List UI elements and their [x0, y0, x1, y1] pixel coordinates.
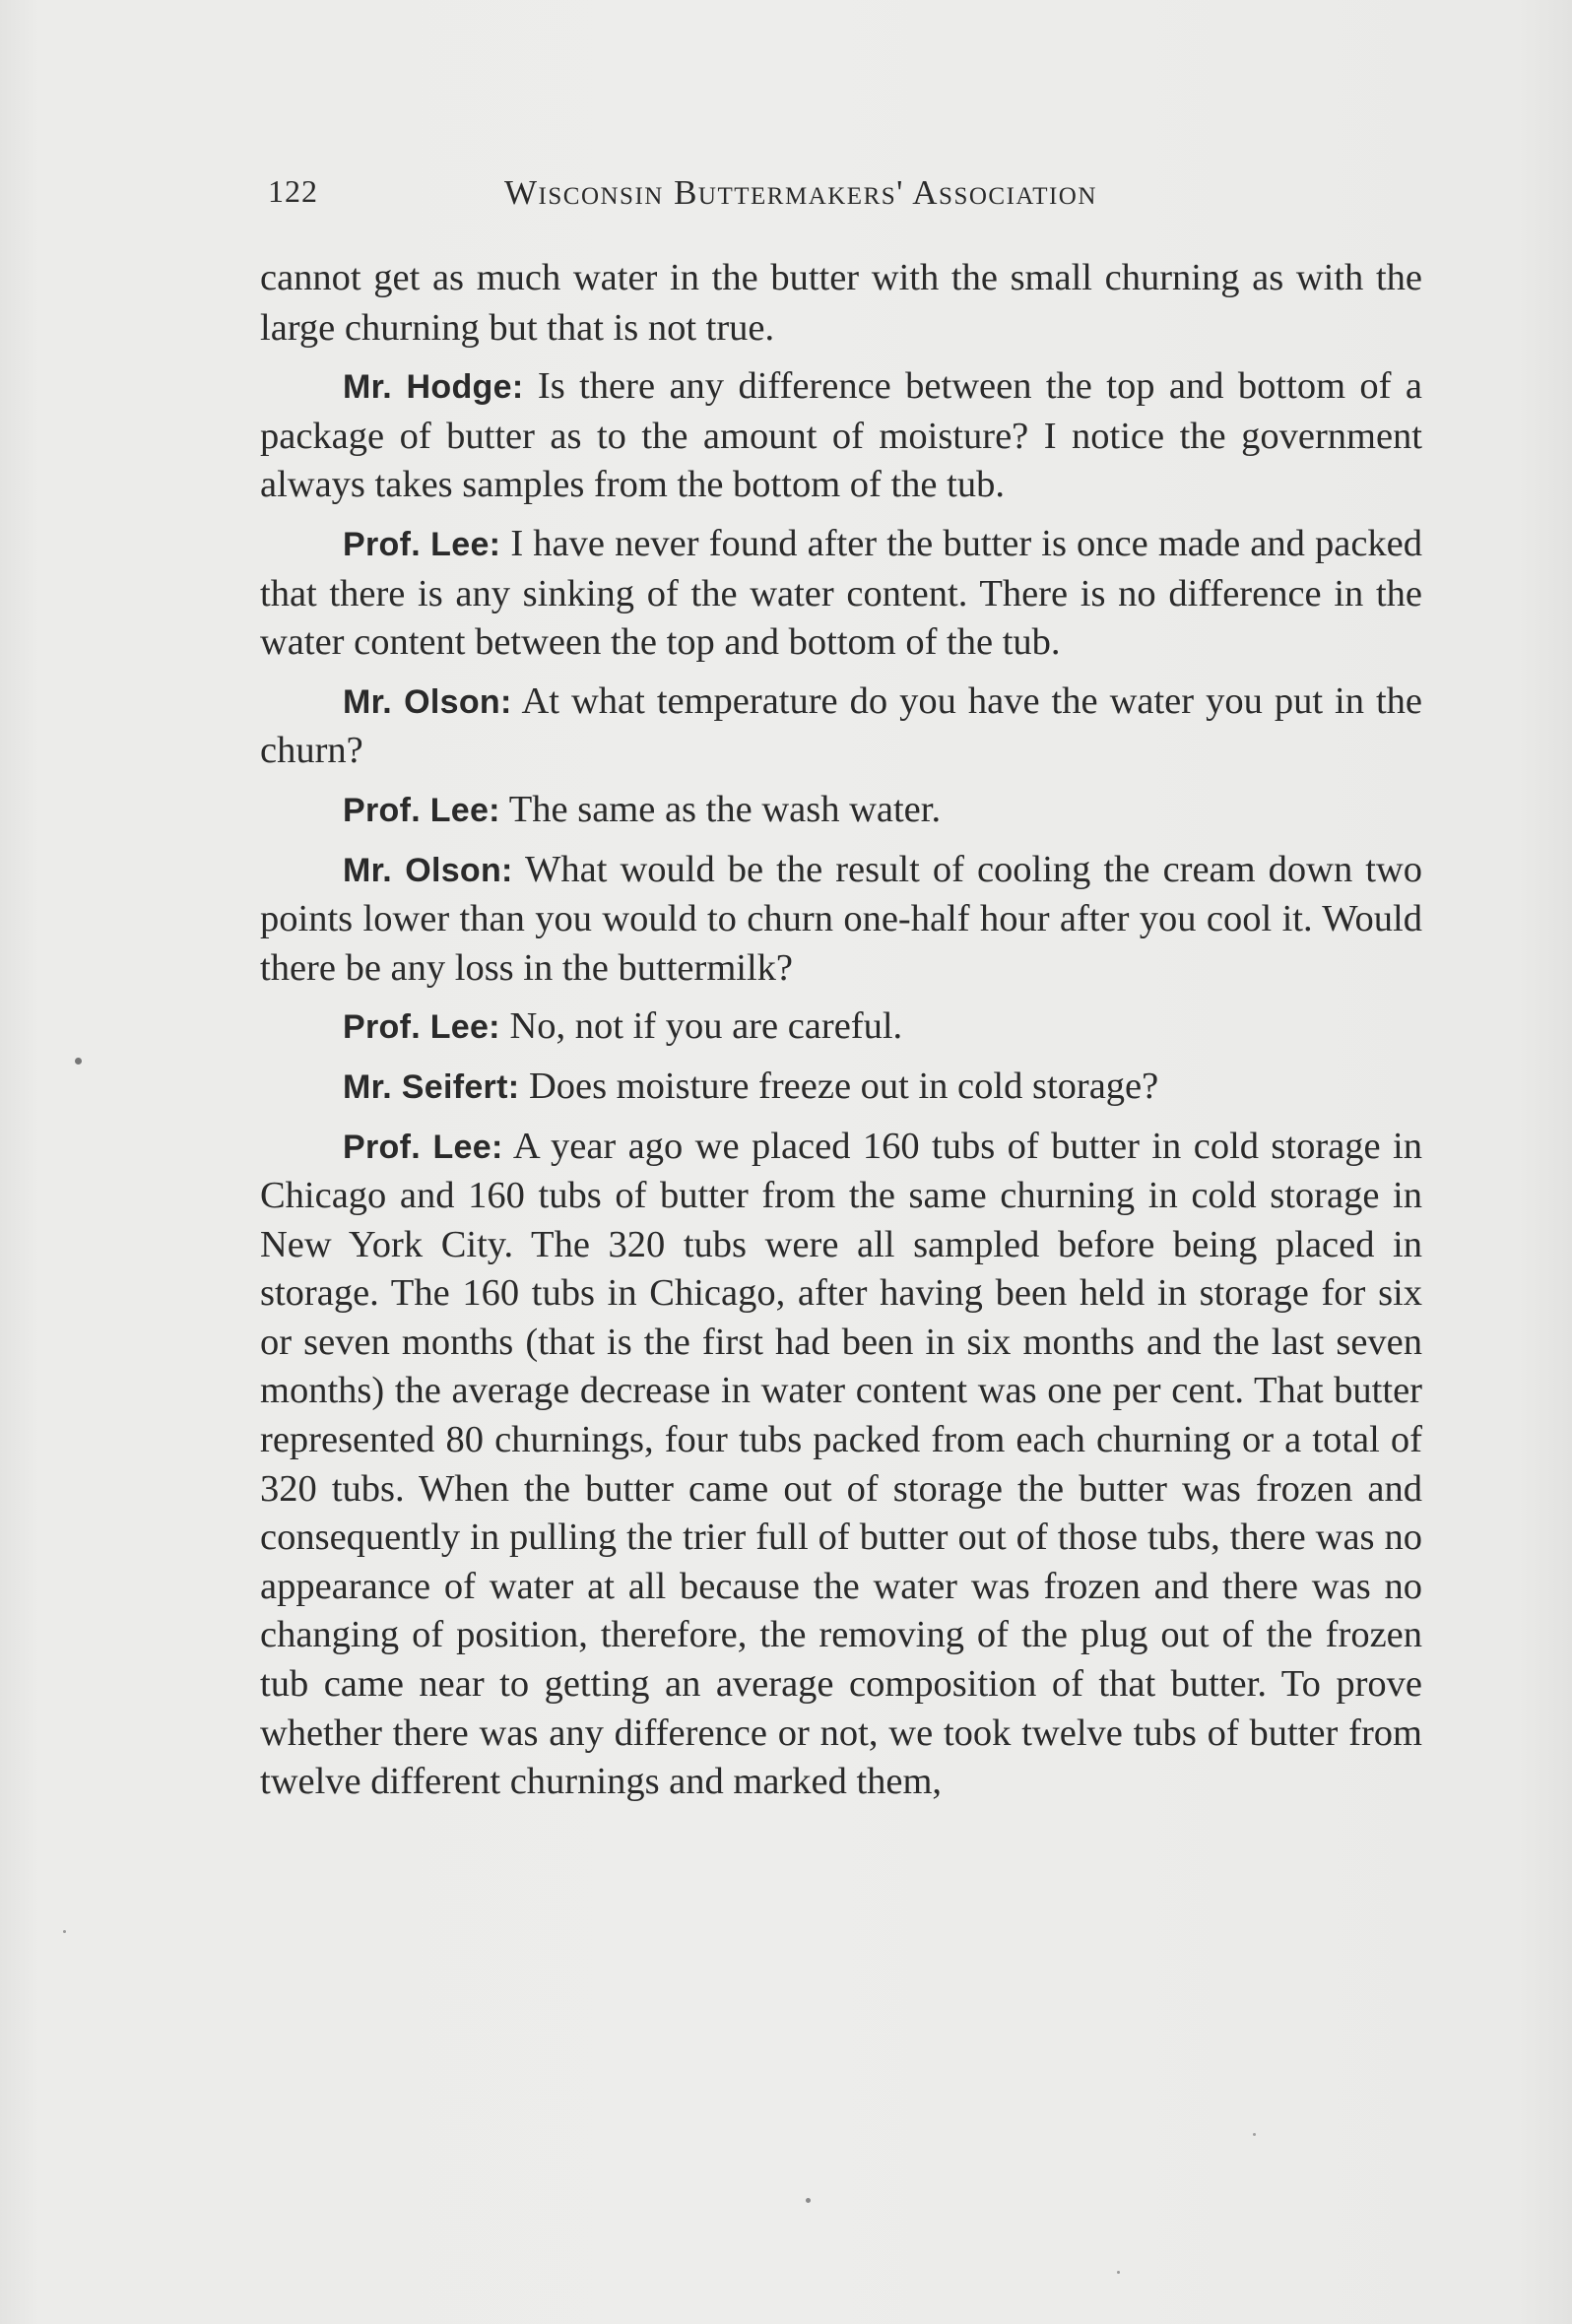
page-number: 122 [268, 173, 318, 209]
paper-speck [1117, 2271, 1120, 2274]
paragraph-text: Does moisture freeze out in cold storage? [528, 1065, 1159, 1107]
speaker-label: Prof. Lee: [343, 1008, 500, 1047]
paragraph-text: The same as the wash water. [508, 788, 942, 830]
paragraph-text: cannot get as much water in the butter with the small churning as with the large churning but that is not true. [260, 257, 1422, 349]
paragraph [260, 362, 1422, 510]
paragraph-text: What would be the result of cooling the cream down two points lower than you would to churn one-half hour after you cool it. Would there be any loss in the buttermilk? [260, 848, 1423, 989]
paragraph [260, 1123, 1422, 1807]
speaker-label: Mr. Olson: [343, 851, 513, 889]
paper-speck [75, 1058, 82, 1065]
speaker-label: Prof. Lee: [343, 1128, 503, 1166]
paragraph [260, 846, 1422, 994]
paragraph-text: Is there any difference between the top and bottom of a package of butter as to the amount of moisture? I notice the government always takes samples from the bottom of the tub. [260, 365, 1422, 506]
speaker-label: Mr. Olson: [343, 682, 512, 721]
speaker-label: Mr. Hodge: [343, 368, 524, 407]
paragraph [260, 678, 1422, 776]
speaker-label: Mr. Seifert: [343, 1067, 520, 1106]
running-title: Wisconsin Buttermakers' Association [504, 173, 1097, 212]
paragraph [260, 786, 1422, 836]
paragraph-text: A year ago we placed 160 tubs of butter in cold storage in Chicago and 160 tubs of butter from the same churning in cold storage in New York City. The 320 tubs were all sampled before being placed in storage. The 160 tubs in Chicago, after having been held in storage for six or seven months (that is the first had been in six months and the last seven months) the average decrease in water content was one per cent. That butter represented 80 churnings, four tubs packed from each churning or a total of 320 tubs. When the butter came out of storage the butter was frozen and consequently in pulling the trier full of butter out of those tubs, there was no appearance of water at all because the water was frozen and there was no changing of position, therefore, the removing of the plug out of the frozen tub came near to getting an average composition of that butter. To prove whether there was any difference or not, we took twelve tubs of butter from twelve different churnings and marked them, [260, 1125, 1422, 1803]
speaker-label: Prof. Lee: [343, 791, 500, 829]
page-header [268, 173, 1418, 232]
paragraph-text: At what temperature do you have the water you put in the churn? [260, 679, 1422, 772]
body-text [260, 254, 1422, 1817]
paragraph [260, 254, 1422, 353]
paragraph [260, 520, 1422, 668]
speaker-label: Prof. Lee: [343, 525, 501, 563]
paragraph [260, 1063, 1422, 1113]
paragraph-text: I have never found after the butter is once made and packed that there is any sinking of the water content. There is no difference in the water content between the top and bottom of the tub. [260, 522, 1422, 664]
paragraph-text: No, not if you are careful. [509, 1005, 903, 1048]
paper-speck [63, 1930, 66, 1933]
paragraph [260, 1002, 1422, 1053]
paper-speck [806, 2198, 811, 2203]
paper-speck [1253, 2133, 1256, 2136]
